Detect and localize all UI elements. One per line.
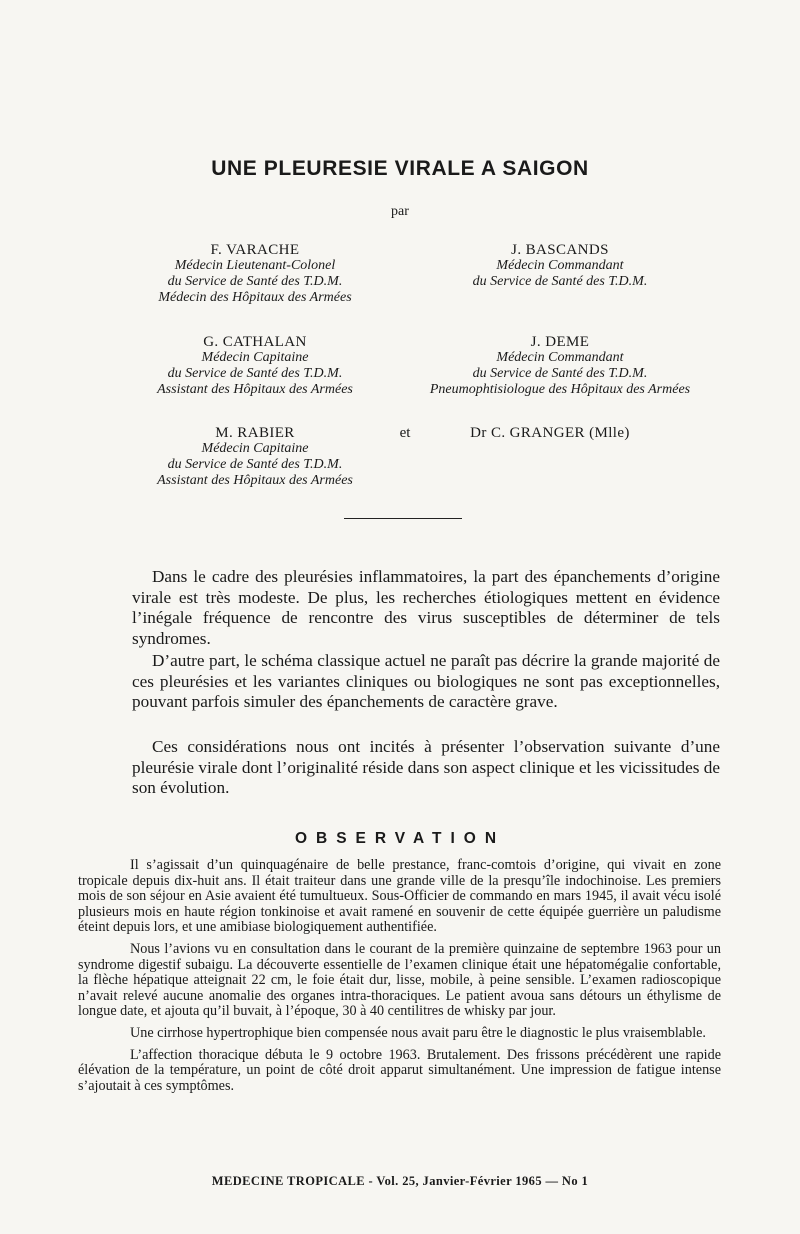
title-divider <box>344 518 462 519</box>
author-role: Médecin Capitaine <box>201 350 309 365</box>
author-role: Médecin des Hôpitaux des Armées <box>158 290 352 305</box>
journal-footer: MEDECINE TROPICALE - Vol. 25, Janvier-Février 1965 — No 1 <box>211 1174 589 1188</box>
author-deme <box>395 334 725 398</box>
abstract <box>132 567 720 649</box>
author-role: Pneumophtisiologue des Hôpitaux des Armées <box>429 382 691 397</box>
author-role: du Service de Santé des T.D.M. <box>167 366 343 381</box>
author-role: du Service de Santé des T.D.M. <box>472 274 648 289</box>
abstract <box>132 651 720 713</box>
author-role: du Service de Santé des T.D.M. <box>167 274 343 289</box>
abstract-paragraph: D’autre part, le schéma classique actuel ne paraît pas décrire la grande majorité de ces pleurésies et les variantes cliniques ou biologiques ne sont pas exceptionnelles, pouvant parfois simuler des épanchements de caractère grave. <box>132 651 720 711</box>
body-paragraph: Nous l’avions vu en consultation dans le courant de la première quinzaine de septembre 1963 pour un syndrome digestif subaigu. La découverte essentielle de l’examen clinique était une hépatomégalie confortable, la flèche hépatique atteignait 22 cm, le foie était dur, lisse, mobile, à peine sensible. L’examen radioscopique n’avait relevé aucune anomalie des organes intra-thoraciques. Le patient avoua sans détours un éthylisme de longue date, et ajouta qu’il buvait, à l’époque, 30 à 40 centilitres de whisky par jour. <box>78 940 721 1020</box>
section-heading-observation: OBSERVATION <box>294 830 506 847</box>
abstract-paragraph: Ces considérations nous ont incités à présenter l’observation suivante d’une pleurésie virale dont l’originalité réside dans son aspect clinique et les vicissitudes de son évolution. <box>132 737 720 797</box>
author-role: du Service de Santé des T.D.M. <box>472 366 648 381</box>
author-role: Assistant des Hôpitaux des Armées <box>157 382 353 397</box>
author-varache <box>120 242 390 306</box>
author-name: G. CATHALAN <box>203 334 307 350</box>
author-granger <box>440 425 660 441</box>
article-title: UNE PLEURESIE VIRALE A SAIGON <box>211 157 589 180</box>
byline-par: par <box>391 204 409 219</box>
author-cathalan <box>120 334 390 398</box>
author-name: F. VARACHE <box>210 242 300 258</box>
author-name: J. BASCANDS <box>511 242 609 258</box>
abstract <box>132 737 720 799</box>
author-name: M. RABIER <box>215 425 295 441</box>
author-role: Médecin Capitaine <box>201 441 309 456</box>
author-name: J. DEME <box>530 334 590 350</box>
author-role: Médecin Commandant <box>496 258 624 273</box>
author-role: Médecin Lieutenant-Colonel <box>174 258 336 273</box>
abstract-paragraph: Dans le cadre des pleurésies inflammatoires, la part des épanchements d’origine virale est très modeste. De plus, les recherches étiologiques mettent en évidence l’inégale fréquence de rencontre des virus susceptibles de déterminer de tels syndromes. <box>132 567 720 648</box>
body-paragraph: Il s’agissait d’un quinquagénaire de belle prestance, franc-comtois d’origine, qui vivait en zone tropicale depuis dix-huit ans. Il était traiteur dans une grande ville de la presqu’île indochinoise. Les premiers mois de son séjour en Asie avaient été tumultueux. Sous-Officier de commando en mars 1945, il avait vécu isolé plusieurs mois en haute région tonkinoise et avait ramené en souvenir de cette équipée guerrière un paludisme éteint depuis lors, et une amibiase biologiquement authentifiée. <box>78 857 721 936</box>
author-role: Médecin Commandant <box>496 350 624 365</box>
author-conjunction: et <box>399 425 411 441</box>
observation-body <box>78 858 721 1100</box>
author-role: du Service de Santé des T.D.M. <box>167 457 343 472</box>
author-bascands <box>425 242 695 290</box>
author-role: Assistant des Hôpitaux des Armées <box>157 473 353 488</box>
body-paragraph: Une cirrhose hypertrophique bien compensée nous avait paru être le diagnostic le plus vraisemblable. <box>130 1024 706 1041</box>
body-paragraph: L’affection thoracique débuta le 9 octobre 1963. Brutalement. Des frissons précédèrent une rapide élévation de la température, un point de côté droit apparut simultanément. Une impression de fatigue intense s’ajoutait à ces symptômes. <box>78 1046 721 1094</box>
author-name: Dr C. GRANGER (Mlle) <box>470 425 630 441</box>
author-rabier <box>120 425 390 489</box>
